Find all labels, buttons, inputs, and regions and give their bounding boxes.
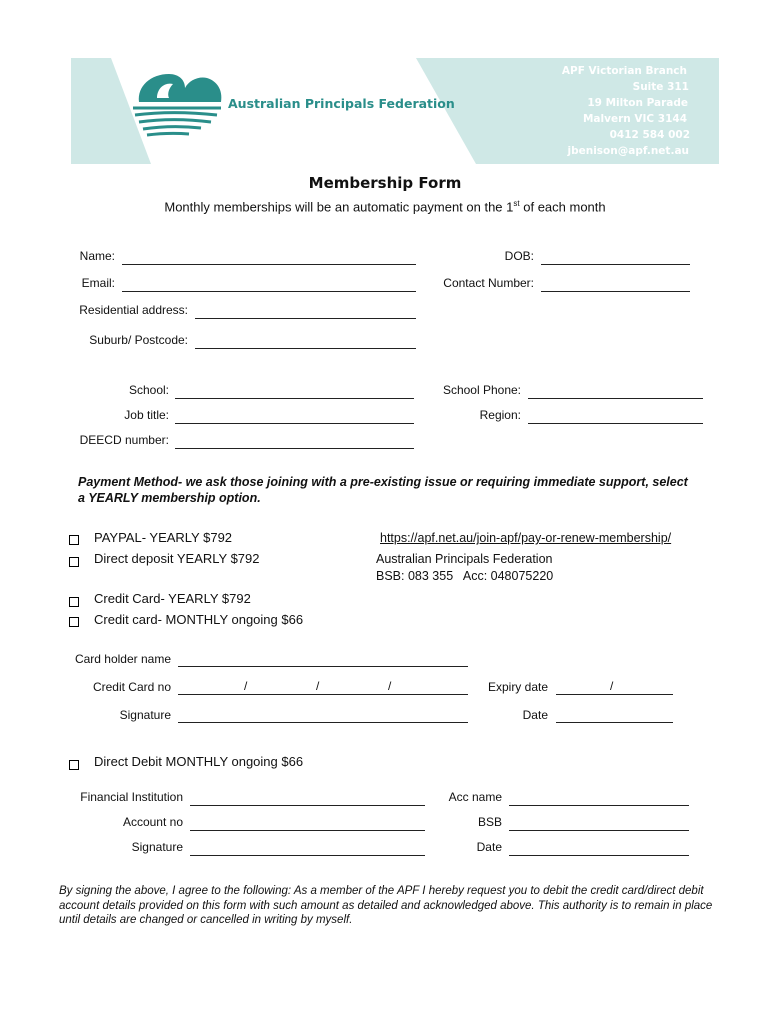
deecd-field[interactable]: [175, 448, 414, 449]
form-subtitle: [0, 199, 770, 214]
acc-name-label: Acc name: [448, 790, 502, 804]
branch-line: APF Victorian Branch: [561, 65, 687, 77]
school-label: School:: [128, 383, 169, 397]
name-label: Name:: [79, 249, 115, 263]
cc-monthly-option: Credit card- MONTHLY ongoing $66: [94, 612, 304, 627]
job-title-field[interactable]: [175, 423, 414, 424]
debit-signature-field[interactable]: [190, 855, 425, 856]
subtitle-main: Monthly memberships will be an automatic payment on the 1: [164, 199, 514, 215]
direct-debit-checkbox[interactable]: [69, 760, 79, 770]
paypal-checkbox[interactable]: [69, 535, 79, 545]
acc-name-field[interactable]: [509, 805, 689, 806]
account-no-label: Account no: [122, 815, 183, 829]
region-field[interactable]: [528, 423, 703, 424]
form-title: Membership Form: [308, 174, 462, 192]
institution-field[interactable]: [190, 805, 425, 806]
card-holder-field[interactable]: [178, 666, 468, 667]
cc-monthly-checkbox[interactable]: [69, 617, 79, 627]
deecd-label: DEECD number:: [79, 433, 169, 447]
suburb-line: Malvern VIC 3144: [582, 113, 687, 125]
contact-label: Contact Number:: [443, 276, 534, 290]
phone-line: 0412 584 002: [609, 129, 690, 141]
name-field[interactable]: [122, 264, 416, 265]
payment-heading: Payment Method- we ask those joining with a pre-existing issue or requiring immediate support, select a YEARLY membership option.: [78, 475, 688, 505]
bank-name: Australian Principals Federation: [376, 552, 553, 566]
street-line: 19 Milton Parade: [587, 97, 688, 109]
cc-yearly-checkbox[interactable]: [69, 597, 79, 607]
debit-date-field[interactable]: [509, 855, 689, 856]
bsb-field[interactable]: [509, 830, 689, 831]
card-number-slash: /: [244, 679, 248, 693]
address-label: Residential address:: [79, 303, 188, 317]
expiry-label: Expiry date: [487, 680, 548, 694]
paypal-option: PAYPAL- YEARLY $792: [94, 530, 233, 545]
debit-date-label: Date: [476, 840, 502, 854]
address-field[interactable]: [195, 318, 416, 319]
school-phone-field[interactable]: [528, 398, 703, 399]
card-date-label: Date: [522, 708, 548, 722]
paypal-link[interactable]: https://apf.net.au/join-apf/pay-or-renew-membership/: [380, 531, 672, 545]
card-number-field[interactable]: [178, 694, 468, 695]
email-label: Email:: [81, 276, 115, 290]
school-phone-label: School Phone:: [442, 383, 521, 397]
card-signature-field[interactable]: [178, 722, 468, 723]
subtitle-sup: st: [513, 199, 520, 208]
card-number-slash: /: [388, 679, 392, 693]
account-no-field[interactable]: [190, 830, 425, 831]
card-signature-label: Signature: [119, 708, 171, 722]
bank-details: BSB: 083 355 Acc: 048075220: [376, 569, 554, 583]
org-name: Australian Principals Federation: [228, 96, 455, 111]
card-number-slash: /: [316, 679, 320, 693]
job-title-label: Job title:: [124, 408, 169, 422]
card-date-field[interactable]: [556, 722, 673, 723]
contact-field[interactable]: [541, 291, 690, 292]
suburb-label: Suburb/ Postcode:: [89, 333, 188, 347]
suite-line: Suite 311: [632, 81, 689, 93]
school-field[interactable]: [175, 398, 414, 399]
suburb-field[interactable]: [195, 348, 416, 349]
dob-label: DOB:: [504, 249, 534, 263]
subtitle-end: of each month: [519, 199, 606, 215]
header-banner: [71, 58, 719, 164]
institution-label: Financial Institution: [80, 790, 183, 804]
email-field[interactable]: [122, 291, 416, 292]
card-holder-label: Card holder name: [74, 652, 171, 666]
apf-logo-icon: [129, 68, 225, 140]
card-number-label: Credit Card no: [92, 680, 171, 694]
expiry-field[interactable]: [556, 694, 673, 695]
region-label: Region:: [479, 408, 521, 422]
direct-deposit-option: Direct deposit YEARLY $792: [94, 551, 260, 566]
bsb-label: BSB: [477, 815, 502, 829]
email-line: jbenison@apf.net.au: [567, 145, 689, 157]
authority-statement: By signing the above, I agree to the following: As a member of the APF I hereby request you to debit the credit card/direct debit account details provided on this form with such amount as detailed and acknowledged above. This authority is to remain in place until details are changed or cancelled in writing by myself.: [59, 885, 713, 926]
debit-signature-label: Signature: [131, 840, 183, 854]
cc-yearly-option: Credit Card- YEARLY $792: [94, 591, 251, 606]
expiry-slash: /: [610, 679, 614, 693]
dob-field[interactable]: [541, 264, 690, 265]
direct-deposit-checkbox[interactable]: [69, 557, 79, 567]
direct-debit-option: Direct Debit MONTHLY ongoing $66: [94, 754, 304, 769]
